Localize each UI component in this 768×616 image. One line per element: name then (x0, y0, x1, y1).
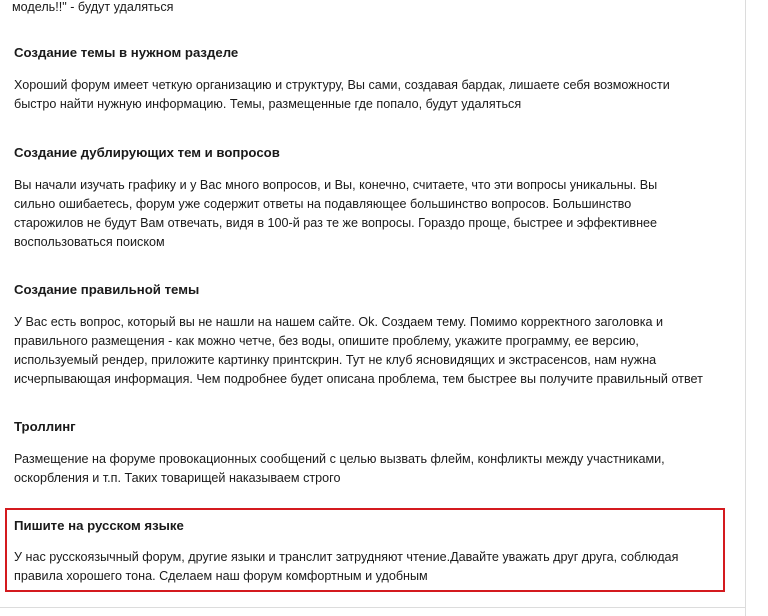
body-line: исчерпывающая информация. Чем подробнее будет описана проблема, тем быстрее вы получите правильный ответ (14, 372, 703, 386)
section-heading: Создание правильной темы (14, 282, 200, 297)
body-line: старожилов не будут Вам отвечать, видя в 100-й раз те же вопросы. Гораздо проще, быстрее и эффективнее (14, 216, 658, 230)
section-body (14, 176, 744, 252)
page-right-border (745, 0, 746, 616)
body-line: используемый рендер, приложите картинку принтскрин. Тут не клуб ясновидящих и экстрасенсов, нам нужна (14, 353, 657, 367)
section-heading: Троллинг (14, 419, 76, 434)
section-body (14, 450, 744, 488)
rule-section-correct-forum-section (14, 45, 744, 114)
body-line: оскорбления и т.п. Таких товарищей наказываем строго (14, 471, 341, 485)
rule-section-trolling (14, 419, 744, 488)
section-heading: Создание дублирующих тем и вопросов (14, 145, 280, 160)
body-line: Размещение на форуме провокационных сообщений с целью вызвать флейм, конфликты между участниками, (14, 452, 665, 466)
previous-section-tail: модель!!" - будут удаляться (12, 0, 174, 14)
body-line: Хороший форум имеет четкую организацию и структуру, Вы сами, создавая бардак, лишаете себя возможности (14, 78, 670, 92)
section-body (14, 548, 744, 586)
body-line: У Вас есть вопрос, который вы не нашли на нашем сайте. Ok. Создаем тему. Помимо корректного заголовка и (14, 315, 664, 329)
section-body (14, 76, 744, 114)
rule-section-proper-topic (14, 282, 744, 389)
body-line: воспользоваться поиском (14, 235, 165, 249)
body-line: правильного размещения - как можно четче, без воды, опишите проблему, укажите программу, ее версию, (14, 334, 639, 348)
body-line: сильно ошибаетесь, форум уже содержит ответы на подавляющее большинство вопросов. Большинство (14, 197, 632, 211)
body-line: У нас русскоязычный форум, другие языки и транслит затрудняют чтение.Давайте уважать друг друга, соблюдая (14, 550, 679, 564)
section-body (14, 313, 744, 389)
rule-section-write-in-russian (14, 518, 744, 586)
page-bottom-border (0, 607, 746, 608)
section-heading: Пишите на русском языке (14, 518, 184, 533)
section-heading: Создание темы в нужном разделе (14, 45, 239, 60)
body-line: правила хорошего тона. Сделаем наш форум комфортным и удобным (14, 569, 428, 583)
rule-section-duplicate-topics (14, 145, 744, 252)
body-line: Вы начали изучать графику и у Вас много вопросов, и Вы, конечно, считаете, что эти вопросы уникальны. Вы (14, 178, 658, 192)
body-line: быстро найти нужную информацию. Темы, размещенные где попало, будут удаляться (14, 97, 522, 111)
